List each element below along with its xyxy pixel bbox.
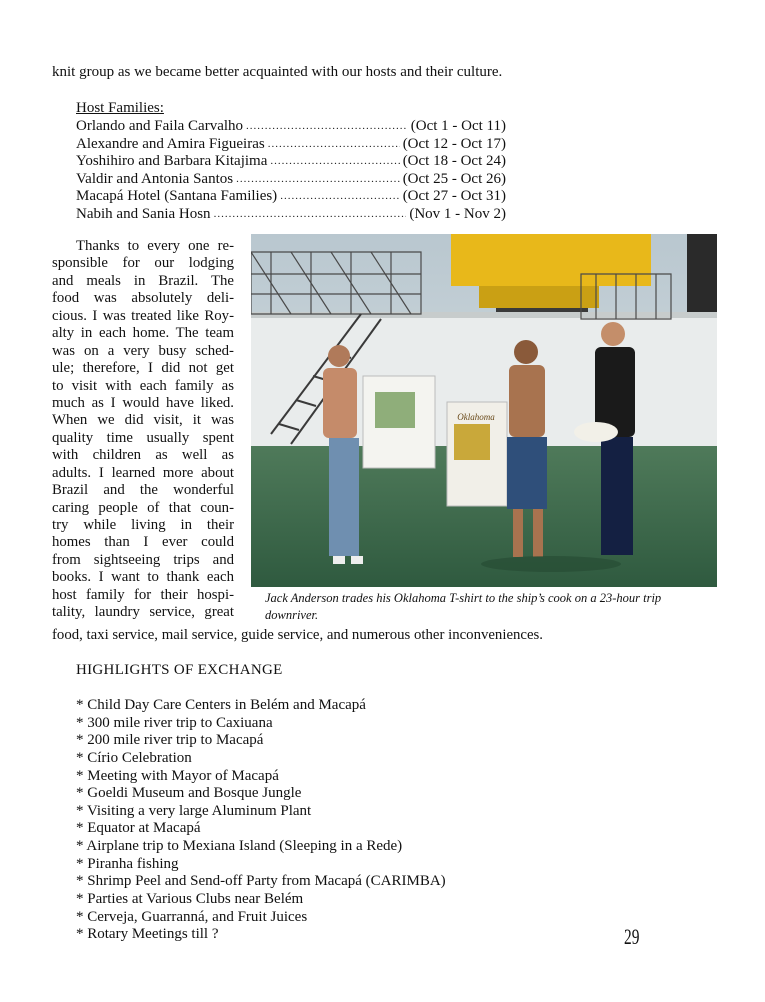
body-line: sponsible for our lodging: [52, 255, 234, 272]
body-line: Brazil and the wonderful: [52, 482, 234, 499]
caption-line: Jack Anderson trades his Oklahoma T-shirt to the ship’s cook on a 23-hour trip: [265, 591, 662, 605]
host-family-dates: (Oct 18 - Oct 24): [402, 153, 506, 170]
intro-line: knit group as we became better acquainted with our hosts and their culture.: [52, 64, 503, 80]
highlight-item: * Goeldi Museum and Bosque Jungle: [76, 785, 302, 802]
body-line: When we did visit, it was: [52, 412, 234, 429]
highlight-item: * Airplane trip to Mexiana Island (Sleeping in a Rede): [76, 838, 403, 855]
body-tail-line: food, taxi service, mail service, guide service, and numerous other inconveniences.: [52, 627, 543, 643]
body-line: and meals in Brazil. The: [52, 272, 234, 289]
leader-dots: [236, 171, 400, 189]
host-family-name: Valdir and Antonia Santos: [76, 170, 234, 187]
body-line: homes than I ever could: [52, 534, 234, 551]
body-line: caring people of that coun-: [52, 499, 234, 516]
highlight-item: * Meeting with Mayor of Macapá: [76, 767, 279, 784]
body-line: with children as well as: [52, 447, 234, 464]
host-family-name: Nabih and Sania Hosn: [76, 205, 211, 222]
highlight-item: * Parties at Various Clubs near Belém: [76, 891, 304, 908]
highlights-heading: HIGHLIGHTS OF EXCHANGE: [76, 662, 283, 678]
body-line: to visit with each family as: [52, 377, 234, 394]
highlights-list: [76, 697, 446, 944]
caption-line: downriver.: [265, 608, 319, 622]
host-families-heading: Host Families:: [76, 100, 164, 116]
body-line: much as I would have liked.: [52, 394, 234, 411]
crane-top: [451, 234, 651, 286]
leader-dots: [246, 118, 408, 136]
body-line: alty in each home. The team: [52, 325, 234, 342]
leader-dots: [280, 188, 400, 206]
leader-dots: [270, 153, 399, 171]
body-line: tality, laundry service, great: [52, 604, 234, 621]
highlight-item: * Shrimp Peel and Send-off Party from Macapá (CARIMBA): [76, 873, 446, 890]
body-line: try while living in their: [52, 517, 234, 533]
highlight-item: * 300 mile river trip to Caxiuana: [76, 714, 273, 731]
host-family-row: [76, 136, 506, 154]
page-number: 29: [624, 924, 640, 949]
host-family-name: Alexandre and Amira Figueiras: [76, 135, 265, 152]
host-families-list: [76, 118, 506, 224]
host-family-row: [76, 118, 506, 136]
body-line: host family for their hospi-: [52, 586, 234, 603]
highlight-item: * Círio Celebration: [76, 749, 192, 766]
body-column: [52, 238, 234, 622]
highlight-item: * Equator at Macapá: [76, 820, 201, 837]
host-family-row: [76, 206, 506, 224]
body-line: cious. I was treated like Roy-: [52, 307, 234, 324]
highlight-item: * Cerveja, Guarranná, and Fruit Juices: [76, 908, 308, 925]
highlight-item: * Child Day Care Centers in Belém and Macapá: [76, 697, 366, 713]
leader-dots: [268, 136, 400, 154]
body-line: food was absolutely deli-: [52, 290, 234, 307]
host-family-dates: (Nov 1 - Nov 2): [409, 205, 506, 222]
body-line: was on a very busy sched-: [52, 342, 234, 359]
highlight-item: * Rotary Meetings till ?: [76, 926, 219, 943]
body-line: Thanks to every one re-: [76, 238, 234, 254]
ship-deck-photo: [251, 234, 717, 587]
body-line: ule; therefore, I did not get: [52, 360, 234, 377]
host-family-row: [76, 188, 506, 206]
leader-dots: [214, 206, 407, 224]
shirt-text: Oklahoma: [457, 412, 495, 422]
body-line: quality time usually spent: [52, 429, 234, 446]
host-family-dates: (Oct 27 - Oct 31): [402, 188, 506, 205]
host-family-row: [76, 171, 506, 189]
body-line: from sightseeing trips and: [52, 551, 234, 568]
photo-illustration: [251, 234, 717, 587]
host-family-name: Macapá Hotel (Santana Families): [76, 188, 278, 205]
photo-caption: [265, 590, 705, 624]
host-family-dates: (Oct 25 - Oct 26): [402, 170, 506, 187]
highlight-item: * Visiting a very large Aluminum Plant: [76, 802, 312, 819]
body-line: books. I want to thank each: [52, 569, 234, 586]
highlight-item: * 200 mile river trip to Macapá: [76, 732, 264, 749]
host-family-name: Orlando and Faila Carvalho: [76, 118, 244, 134]
host-family-row: [76, 153, 506, 171]
host-family-name: Yoshihiro and Barbara Kitajima: [76, 153, 268, 170]
highlight-item: * Piranha fishing: [76, 855, 179, 872]
host-family-dates: (Oct 12 - Oct 17): [402, 135, 506, 152]
person-left: [323, 345, 363, 564]
body-line: adults. I learned more about: [52, 464, 234, 481]
host-family-dates: (Oct 1 - Oct 11): [410, 118, 506, 134]
